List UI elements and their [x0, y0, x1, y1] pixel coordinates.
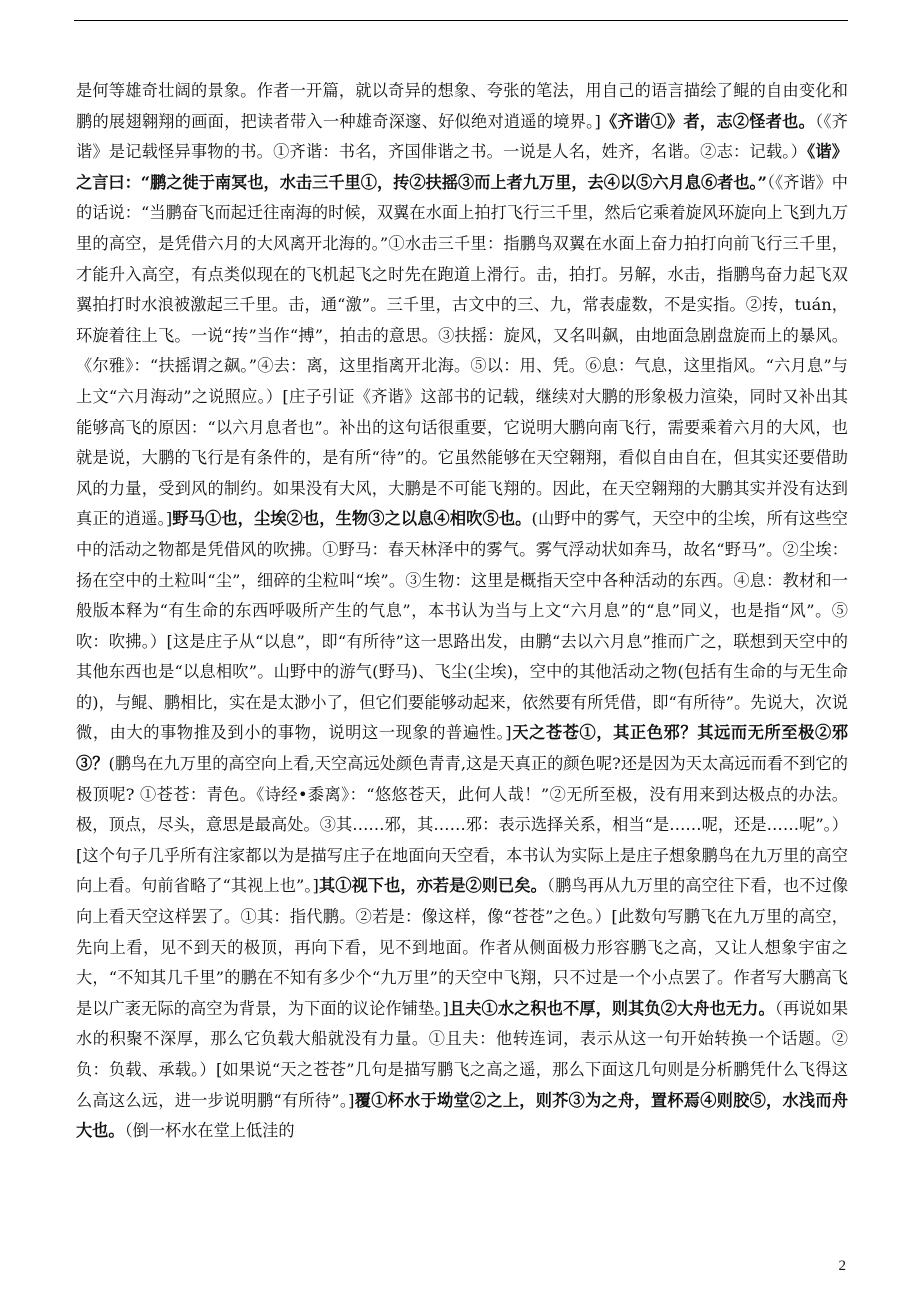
bold-text-segment: 《谐》之言曰：“鹏之徙于南冥也，水击三千里①，抟②扶摇③而上者九万里，去④以⑤六月息⑥者也。” — [76, 142, 848, 192]
text-segment: 是何等雄奇壮阔的景象。作者一开篇，就以奇异的想象、夸张的笔法，用自己的语言描绘了鲲的自由变化和鹏的展翅翱翔的画面，把读者带入一种雄奇深邃、好似绝对逍遥的境界。] — [76, 81, 848, 131]
bold-text-segment: 且夫①水之积也不厚，则其负②大舟也无力。 — [448, 998, 775, 1018]
bold-text-segment: 覆①杯水于坳堂②之上，则芥③为之舟，置杯焉④则胶⑤，水浅而舟大也。 — [76, 1090, 849, 1141]
bold-text-segment: 野马①也，尘埃②也，生物③之以息④相吹⑤也。 — [172, 509, 532, 529]
text-segment: （倒一杯水在堂上低洼的 — [124, 1121, 295, 1141]
text-segment: （鹏鸟再从九万里的高空往下看，也不过像向上看天空这样罢了。①其：指代鹏。②若是：像这样，像“苍苍”之色。）[此数句写鹏飞在九万里的高空，先向上看，见不到天的极顶，再向下看，见不到地面。作者从侧面极力形容鹏飞之高，又让人想象宇宙之大，“不知其几千里”的鹏在不知有多少个“九万里”的天空中飞翔，只不过是一个小点罢了。作者写大鹏高飞是以广袤无际的高空为背景，为下面的议论作铺垫。] — [76, 876, 849, 1018]
text-segment: （《齐谐》是记载怪异事物的书。①齐谐：书名，齐国俳谐之书。一说是人名，姓齐，名谐。②志：记载。） — [76, 111, 848, 162]
body-paragraph — [76, 76, 848, 1147]
page-number: 2 — [838, 1258, 846, 1274]
bold-text-segment: 其①视下也，亦若是②则已矣。 — [318, 876, 547, 896]
text-segment: (山野中的雾气，天空中的尘埃，所有这些空中的活动之物都是凭借风的吹拂。①野马：春天林泽中的雾气。雾气浮动状如奔马，故名“野马”。②尘埃：扬在空中的土粒叫“尘”，细碎的尘粒叫“埃”。③生物：这里是概指天空中各种活动的东西。④息：教材和一般版本释为“有生命的东西呼吸所产生的气息”，本书认为当与上文“六月息”的“息”同义，也是指“风”。⑤吹：吹拂。）[这是庄子从“以息”，即“有所待”这一思路出发，由鹏“去以六月息”推而广之，联想到天空中的其他东西也是“以息相吹”。山野中的游气(野马)、飞尘(尘埃)，空中的其他活动之物(包括有生命的与无生命的)，与鲲、鹏相比，实在是太渺小了，但它们要能够动起来，依然要有所凭借，即“有所待”。先说大，次说微，由大的事物推及到小的事物，说明这一现象的普遍性。] — [76, 509, 848, 743]
document-body — [76, 76, 848, 1147]
header-rule — [74, 20, 848, 21]
text-segment: (鹏鸟在九万里的高空向上看,天空高远处颜色青青,这是天真正的颜色呢?还是因为天太高远而看不到它的极顶呢? ①苍苍：青色。《诗经•黍离》：“悠悠苍天，此何人哉！”②无所至极，没有用来到达极点的办法。极，顶点，尽头，意思是最高处。③其……邪，其……邪：表示选择关系，相当“是……呢，还是……呢”。）[这个句子几乎所有注家都以为是描写庄子在地面向天空看，本书认为实际上是庄子想象鹏鸟在九万里的高空向上看。句前省略了“其视上也”。] — [76, 754, 848, 896]
bold-text-segment: 《齐谐①》者，志②怪者也。 — [600, 111, 816, 131]
text-segment: （再说如果水的积聚不深厚，那么它负载大船就没有力量。①且夫：他转连词，表示从这一句开始转换一个话题。②负：负载、承载。）[如果说“天之苍苍”几句是描写鹏飞之高之遥，那么下面这几句则是分析鹏凭什么飞得这么高这么远，进一步说明鹏“有所待”。] — [76, 998, 849, 1110]
text-segment: （《齐谐》中的话说：“当鹏奋飞而起迁往南海的时候，双翼在水面上拍打飞行三千里，然后它乘着旋风环旋向上飞到九万里的高空，是凭借六月的大风离开北海的。”①水击三千里：指鹏鸟双翼在水面上奋力拍打向前飞行三千里，才能升入高空，有点类似现在的飞机起飞之时先在跑道上滑行。击，拍打。另解，水击，指鹏鸟奋力起飞双翼拍打时水浪被激起三千里。击，通“激”。三千里，古文中的三、九，常表虚数，不是实指。②抟，tuán，环旋着往上飞。一说“抟”当作“搏”，拍击的意思。③扶摇：旋风，又名叫飙，由地面急剧盘旋而上的暴风。《尔雅》：“扶摇谓之飙。”④去：离，这里指离开北海。⑤以：用、凭。⑥息：气息，这里指风。“六月息”与上文“六月海动”之说照应。）[庄子引证《齐谐》这部书的记载，继续对大鹏的形象极力渲染，同时又补出其能够高飞的原因：“以六月息者也”。补出的这句话很重要，它说明大鹏向南飞行，需要乘着六月的大风，也就是说，大鹏的飞行是有条件的，是有所“待”的。它虽然能够在天空翱翔，看似自由自在，但其实还要借助风的力量，受到风的制约。如果没有大风，大鹏是不可能飞翔的。因此，在天空翱翔的大鹏其实并没有达到真正的逍遥。] — [76, 172, 848, 529]
bold-text-segment: 天之苍苍①，其正色邪？其远而无所至极②邪③？ — [76, 723, 849, 774]
